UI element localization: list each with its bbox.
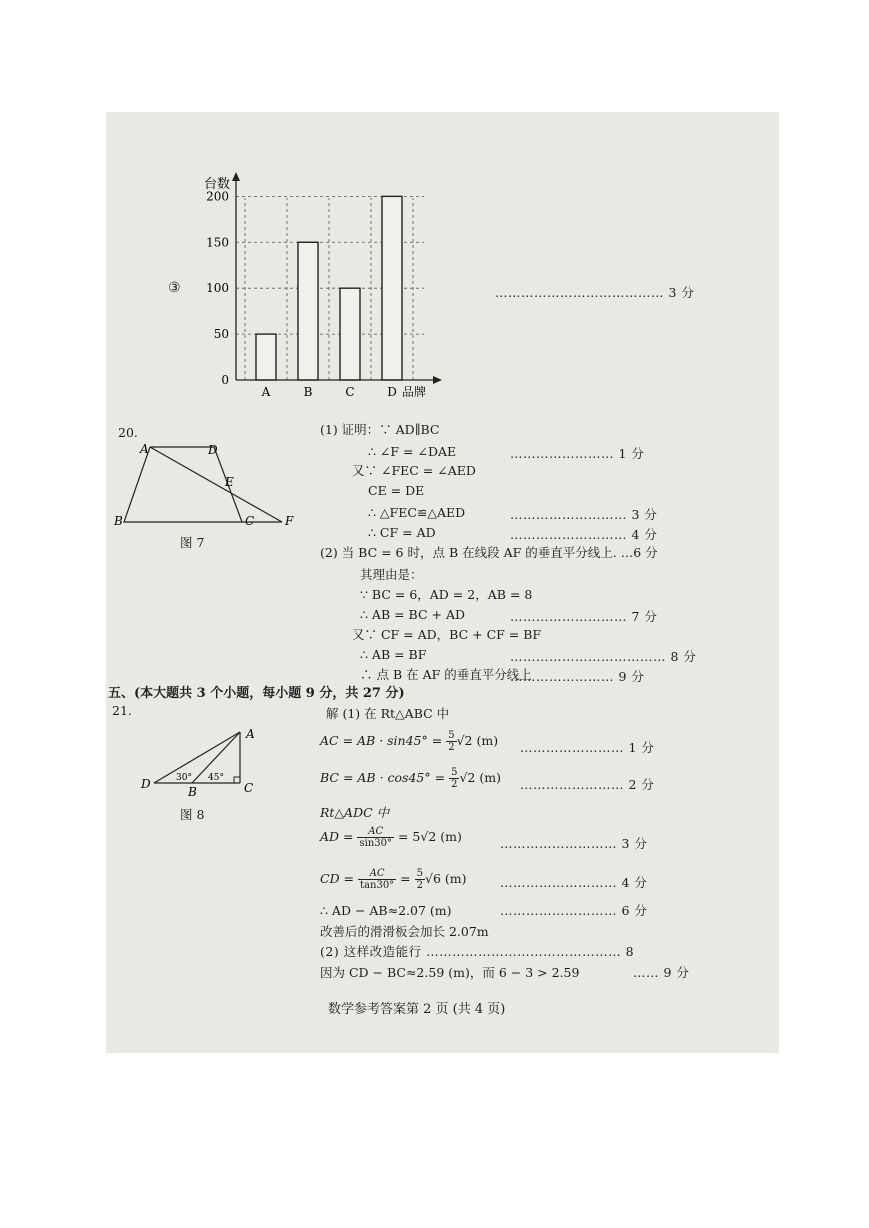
x-tick-label: D [387, 385, 397, 399]
x-tick-label: A [261, 385, 271, 399]
figure-7 [112, 440, 302, 535]
q20-score-12: ……………………………… 8 分 [510, 649, 697, 664]
fig8-angle-45: 45° [208, 773, 224, 783]
y-tick-label: 200 [206, 189, 229, 204]
q21-cd-score: ……………………… 4 分 [500, 875, 648, 890]
q21-conclusion: 改善后的滑滑板会加长 2.07m [320, 924, 489, 939]
section-5-heading: 五、(本大题共 3 个小题，每小题 9 分，共 27 分) [108, 686, 405, 701]
bar-A [256, 334, 276, 380]
bar-C [340, 288, 360, 380]
q21-part2-score: …… 9 分 [633, 965, 690, 980]
q21-number: 21. [112, 703, 132, 718]
q20-line-1: (1) 证明：∵ AD∥BC [320, 422, 440, 437]
figure-8 [138, 722, 268, 797]
fig7-label-D: D [208, 443, 218, 457]
q20-score-6: ……………………… 4 分 [510, 527, 658, 542]
q20-line-9: ∵ BC = 6，AD = 2，AB = 8 [360, 587, 533, 602]
q21-diff-line: ∴ AD − AB≈2.07 (m) [320, 903, 452, 918]
q20-line-2: ∴ ∠F = ∠DAE [368, 444, 457, 459]
x-axis-arrow [433, 376, 442, 384]
q21-cd-line: CD = $\frac{AC}{\tan 30^\circ}$ = $\frac{5}{2}$ √6 (m) [320, 868, 467, 891]
fig8-label-A: A [246, 727, 255, 741]
q21-ac-line: AC = AB · sin45° = $\frac{5}{2}$ √2 (m) [320, 730, 499, 753]
q20-number: 20. [118, 425, 138, 440]
q20-line-10: ∴ AB = BC + AD [360, 607, 466, 622]
fig7-label-B: B [114, 514, 123, 528]
figure-7-caption: 图 7 [180, 535, 205, 550]
q21-bc-score: …………………… 2 分 [520, 777, 655, 792]
q20-score-13: …………………… 9 分 [510, 669, 645, 684]
fig8-angle-30: 30° [176, 773, 192, 783]
chart-score: ………………………………… 3 分 [495, 285, 695, 300]
q21-bc-line: BC = AB · cos45° = $\frac{5}{2}$ √2 (m) [320, 767, 501, 790]
fig7-label-C: C [245, 514, 255, 528]
y-tick-label: 150 [206, 235, 229, 250]
x-tick-label: B [303, 385, 313, 399]
q21-part2-reason: 因为 CD − BC≈2.59 (m)，而 6 − 3 > 2.59 [320, 965, 580, 980]
q20-line-11: 又∵ CF = AD，BC + CF = BF [352, 627, 542, 642]
q20-score-10: ……………………… 7 分 [510, 609, 658, 624]
fig8-label-C: C [244, 781, 254, 795]
page-footer: 数学参考答案第 2 页 (共 4 页) [328, 1002, 506, 1017]
q21-intro: 解 (1) 在 Rt△ABC 中 [326, 706, 450, 721]
fig8-label-D: D [141, 777, 151, 791]
q21-diff-score: ……………………… 6 分 [500, 903, 648, 918]
q20-line-13: ∴ 点 B 在 AF 的垂直平分线上 [360, 667, 532, 682]
x-axis-label: 品牌 [402, 385, 427, 399]
q21-ad-score: ……………………… 3 分 [500, 836, 648, 851]
fig8-label-B: B [188, 785, 197, 797]
fig7-label-A: A [140, 442, 149, 456]
bar-B [298, 242, 318, 380]
q20-score-5: ……………………… 3 分 [510, 507, 658, 522]
y-axis-label: 台数 [204, 177, 231, 192]
q21-adc-intro: Rt△ADC 中 [320, 805, 390, 820]
q21-ac-score: …………………… 1 分 [520, 740, 655, 755]
q20-line-8: 其理由是： [360, 567, 423, 582]
y-axis-arrow [232, 172, 240, 181]
q20-line-12: ∴ AB = BF [360, 647, 427, 662]
bar-D [382, 196, 402, 380]
fig7-label-F: F [285, 514, 294, 528]
q20-line-6: ∴ CF = AD [368, 525, 436, 540]
y-tick-label: 50 [213, 327, 229, 342]
y-tick-label: 0 [221, 373, 229, 387]
fig7-label-E: E [225, 475, 234, 489]
q20-line-5: ∴ △FEC≌△AED [368, 505, 466, 520]
q21-part2: (2) 这样改造能行 ……………………………………… 8 [320, 944, 635, 959]
chart-marker: ③ [168, 280, 181, 296]
q20-score-2: …………………… 1 分 [510, 446, 645, 461]
y-tick-label: 100 [206, 281, 229, 296]
figure-8-caption: 图 8 [180, 807, 205, 822]
q20-line-4: CE = DE [368, 483, 425, 498]
x-tick-label: C [345, 385, 355, 399]
q20-line-3: 又∵ ∠FEC = ∠AED [352, 463, 476, 478]
q21-ad-line: AD = $\frac{AC}{\sin 30^\circ}$ = 5√2 (m) [320, 826, 462, 849]
bar-chart [190, 168, 450, 400]
q20-line-7: (2) 当 BC = 6 时，点 B 在线段 AF 的垂直平分线上. …6 分 [320, 545, 658, 560]
